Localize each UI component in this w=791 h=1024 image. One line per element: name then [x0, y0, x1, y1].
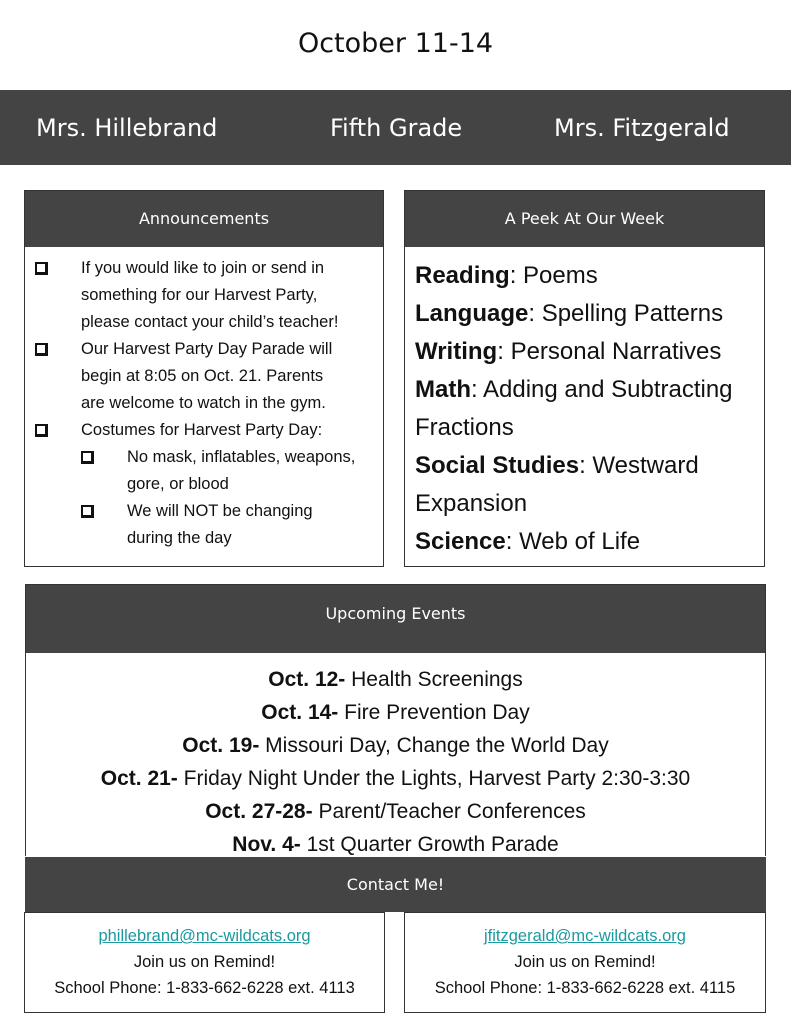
- right-teacher-name: Mrs. Fitzgerald: [554, 114, 730, 142]
- event-date: Oct. 27-28-: [205, 800, 313, 823]
- week-peek-heading: A Peek At Our Week: [405, 191, 764, 247]
- left-teacher-name: Mrs. Hillebrand: [36, 114, 218, 142]
- remind-text: Join us on Remind!: [133, 953, 276, 971]
- announcement-line: We will NOT be changing: [127, 502, 313, 520]
- subjects-list: [405, 247, 764, 561]
- event-item: [26, 663, 765, 696]
- subject-name: Reading: [415, 262, 510, 289]
- remind-text: Join us on Remind!: [514, 953, 656, 971]
- announcement-line: are welcome to watch in the gym.: [81, 394, 326, 412]
- subject-row: Language: Spelling Patterns: [415, 300, 724, 327]
- page-title: October 11-14: [297, 28, 494, 59]
- subject-row: Social Studies: Westward Expansion: [415, 452, 699, 517]
- announcement-item: [35, 255, 375, 336]
- announcement-item: [35, 336, 375, 417]
- checkbox-bullet-icon: [35, 424, 48, 437]
- upcoming-events-panel: [25, 584, 766, 856]
- contact-card-hillebrand: [24, 912, 385, 1013]
- checkbox-bullet-icon: [35, 262, 48, 275]
- subject-name: Writing: [415, 338, 498, 365]
- event-item: [26, 696, 765, 729]
- announcement-item: [35, 417, 375, 552]
- checkbox-bullet-icon: [35, 343, 48, 356]
- event-item: [26, 762, 765, 795]
- email-link[interactable]: jfitzgerald@mc-wildcats.org: [484, 927, 686, 945]
- announcements-panel: [24, 190, 384, 567]
- school-phone: School Phone: 1-833-662-6228 ext. 4115: [434, 979, 736, 997]
- announcement-line: during the day: [127, 529, 232, 547]
- announcement-line: begin at 8:05 on Oct. 21. Parents: [81, 367, 324, 385]
- event-date: Oct. 19-: [182, 734, 260, 757]
- subject-name: Math: [415, 376, 471, 403]
- subject-topic: Personal Narratives: [510, 338, 722, 365]
- announcements-heading: Announcements: [25, 191, 383, 247]
- costume-rules-list: [81, 444, 375, 552]
- event-date: Oct. 12-: [268, 668, 346, 691]
- announcement-line: Our Harvest Party Day Parade will: [81, 340, 333, 358]
- announcement-line: something for our Harvest Party,: [81, 286, 318, 304]
- announcement-line: No mask, inflatables, weapons,: [127, 448, 356, 466]
- costume-rule-item: [81, 444, 375, 498]
- announcements-list: [25, 247, 383, 552]
- contact-heading: Contact Me!: [25, 857, 766, 912]
- event-description: Health Screenings: [345, 668, 523, 691]
- event-item: [26, 795, 765, 828]
- contact-card-fitzgerald: [404, 912, 766, 1013]
- week-peek-panel: [404, 190, 765, 567]
- upcoming-events-heading: Upcoming Events: [26, 585, 765, 653]
- teacher-banner: [0, 90, 791, 165]
- event-description: Parent/Teacher Conferences: [312, 800, 586, 823]
- subject-row: Science: Web of Life: [415, 528, 641, 555]
- event-description: 1st Quarter Growth Parade: [300, 833, 559, 856]
- announcement-line: If you would like to join or send in: [81, 259, 325, 277]
- subject-row: Math: Adding and Subtracting Fractions: [415, 376, 733, 441]
- subject-topic: Spelling Patterns: [541, 300, 724, 327]
- event-item: [26, 729, 765, 762]
- checkbox-bullet-icon: [81, 451, 94, 464]
- costume-rule-item: [81, 498, 375, 552]
- subject-topic: Web of Life: [519, 528, 641, 555]
- email-link[interactable]: phillebrand@mc-wildcats.org: [98, 927, 311, 945]
- announcement-line: gore, or blood: [127, 475, 229, 493]
- subject-name: Social Studies: [415, 452, 580, 479]
- subject-row: Writing: Personal Narratives: [415, 338, 722, 365]
- event-description: Missouri Day, Change the World Day: [259, 734, 609, 757]
- event-description: Friday Night Under the Lights, Harvest Party 2:30-3:30: [177, 767, 691, 790]
- grade-label: Fifth Grade: [330, 114, 463, 142]
- announcement-line: Costumes for Harvest Party Day:: [81, 421, 323, 439]
- events-list: [26, 653, 765, 861]
- subject-row: Reading: Poems: [415, 262, 598, 289]
- school-phone: School Phone: 1-833-662-6228 ext. 4113: [54, 979, 355, 997]
- announcement-line: please contact your child’s teacher!: [81, 313, 339, 331]
- subject-name: Science: [415, 528, 506, 555]
- subject-topic: Poems: [523, 262, 598, 289]
- event-date: Nov. 4-: [232, 833, 301, 856]
- subject-topic: Adding and Subtracting Fractions: [415, 376, 733, 441]
- subject-name: Language: [415, 300, 529, 327]
- checkbox-bullet-icon: [81, 505, 94, 518]
- event-date: Oct. 21-: [100, 767, 178, 790]
- subject-topic: Westward Expansion: [415, 452, 699, 517]
- event-description: Fire Prevention Day: [338, 701, 530, 724]
- event-date: Oct. 14-: [261, 701, 339, 724]
